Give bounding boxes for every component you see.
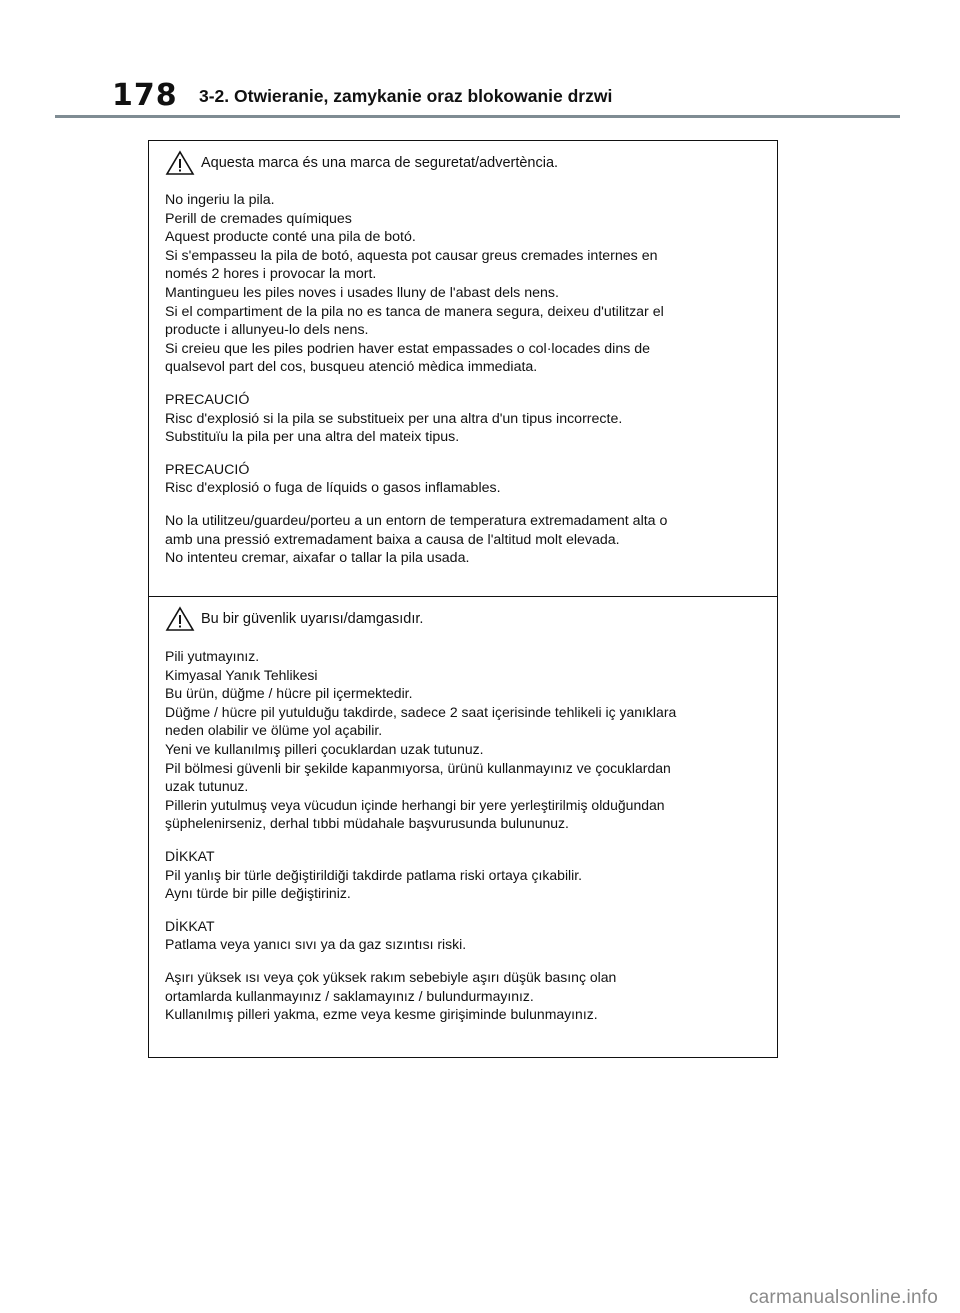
- catalan-warning-box: [148, 140, 778, 597]
- turkish-warning-box: [148, 596, 778, 1058]
- text-line: Düğme / hücre pil yutulduğu takdirde, sadece 2 saat içerisinde tehlikeli iç yanıklara: [165, 703, 677, 720]
- text-line: Kimyasal Yanık Tehlikesi: [165, 666, 318, 683]
- turkish-heading-text: Bu bir güvenlik uyarısı/damgasıdır.: [201, 611, 424, 627]
- text-line: Si el compartiment de la pila no es tanca de manera segura, deixeu d'utilitzar el: [165, 303, 664, 320]
- catalan-heading-text: Aquesta marca és una marca de seguretat/advertència.: [201, 155, 559, 171]
- text-line: Patlama veya yanıcı sıvı ya da gaz sızıntısı riski.: [165, 936, 467, 953]
- text-line: Aynı türde bir pille değiştiriniz.: [165, 885, 351, 902]
- text-line: Risc d'explosió o fuga de líquids o gasos inflamables.: [165, 480, 501, 497]
- text-line: PRECAUCIÓ: [165, 391, 250, 408]
- text-line: Yeni ve kullanılmış pilleri çocuklardan uzak tutunuz.: [165, 740, 484, 757]
- text-line: qualsevol part del cos, busqueu atenció mèdica immediata.: [165, 359, 538, 376]
- turkish-warning-heading: [165, 605, 763, 633]
- text-line: DİKKAT: [165, 847, 215, 864]
- text-line: şüphelenirseniz, derhal tıbbi müdahale başvurusunda bulununuz.: [165, 815, 569, 832]
- watermark-text: carmanualsonline.info: [748, 1287, 938, 1308]
- text-line: Perill de cremades químiques: [165, 210, 352, 227]
- page-header: [0, 0, 960, 120]
- text-line: producte i allunyeu-lo dels nens.: [165, 322, 369, 339]
- turkish-body: [165, 647, 763, 1024]
- text-line: Pil yanlış bir türle değiştirildiği takdirde patlama riski ortaya çıkabilir.: [165, 866, 583, 883]
- text-line: No la utilitzeu/guardeu/porteu a un entorn de temperatura extremadament alta o: [165, 512, 668, 529]
- text-line: Substituïu la pila per una altra del mateix tipus.: [165, 429, 460, 446]
- text-line: Risc d'explosió si la pila se substitueix per una altra d'un tipus incorrecte.: [165, 410, 623, 427]
- text-line: PRECAUCIÓ: [165, 461, 250, 478]
- paragraph: [165, 647, 763, 833]
- warning-triangle-icon: [165, 150, 195, 176]
- paragraph: [165, 191, 763, 377]
- paragraph: [165, 847, 763, 903]
- text-line: neden olabilir ve ölüme yol açabilir.: [165, 722, 383, 739]
- text-line: Kullanılmış pilleri yakma, ezme veya kesme girişiminde bulunmayınız.: [165, 1006, 598, 1023]
- text-line: Si creieu que les piles podrien haver estat empassades o col·locades dins de: [165, 340, 651, 357]
- text-line: Bu ürün, düğme / hücre pil içermektedir.: [165, 685, 413, 702]
- text-line: Aquest producte conté una pila de botó.: [165, 229, 416, 246]
- page-number: 178: [112, 78, 178, 113]
- text-line: DİKKAT: [165, 917, 215, 934]
- paragraph: [165, 968, 763, 1024]
- text-line: Aşırı yüksek ısı veya çok yüksek rakım sebebiyle aşırı düşük basınç olan: [165, 968, 617, 985]
- paragraph: [165, 512, 763, 568]
- catalan-body: [165, 191, 763, 568]
- text-line: Mantingueu les piles noves i usades lluny de l'abast dels nens.: [165, 284, 559, 301]
- text-line: No intenteu cremar, aixafar o tallar la pila usada.: [165, 550, 470, 567]
- catalan-warning-heading: [165, 149, 763, 177]
- paragraph: [165, 391, 763, 447]
- text-line: Si s'empasseu la pila de botó, aquesta pot causar greus cremades internes en: [165, 247, 658, 264]
- text-line: Pillerin yutulmuş veya vücudun içinde herhangi bir yere yerleştirilmiş olduğundan: [165, 796, 665, 813]
- text-line: ortamlarda kullanmayınız / saklamayınız / bulundurmayınız.: [165, 987, 534, 1004]
- paragraph: [165, 917, 763, 954]
- text-line: amb una pressió extremadament baixa a causa de l'altitud molt elevada.: [165, 531, 620, 548]
- section-title: 3-2. Otwieranie, zamykanie oraz blokowanie drzwi: [199, 86, 613, 106]
- text-line: uzak tutunuz.: [165, 778, 249, 795]
- warning-triangle-icon: [165, 606, 195, 632]
- text-line: Pil bölmesi güvenli bir şekilde kapanmıyorsa, ürünü kullanmayınız ve çocuklardan: [165, 759, 671, 776]
- header-divider: [55, 115, 900, 118]
- paragraph: [165, 461, 763, 498]
- text-line: No ingeriu la pila.: [165, 192, 275, 208]
- text-line: Pili yutmayınız.: [165, 648, 260, 664]
- text-line: només 2 hores i provocar la mort.: [165, 266, 377, 283]
